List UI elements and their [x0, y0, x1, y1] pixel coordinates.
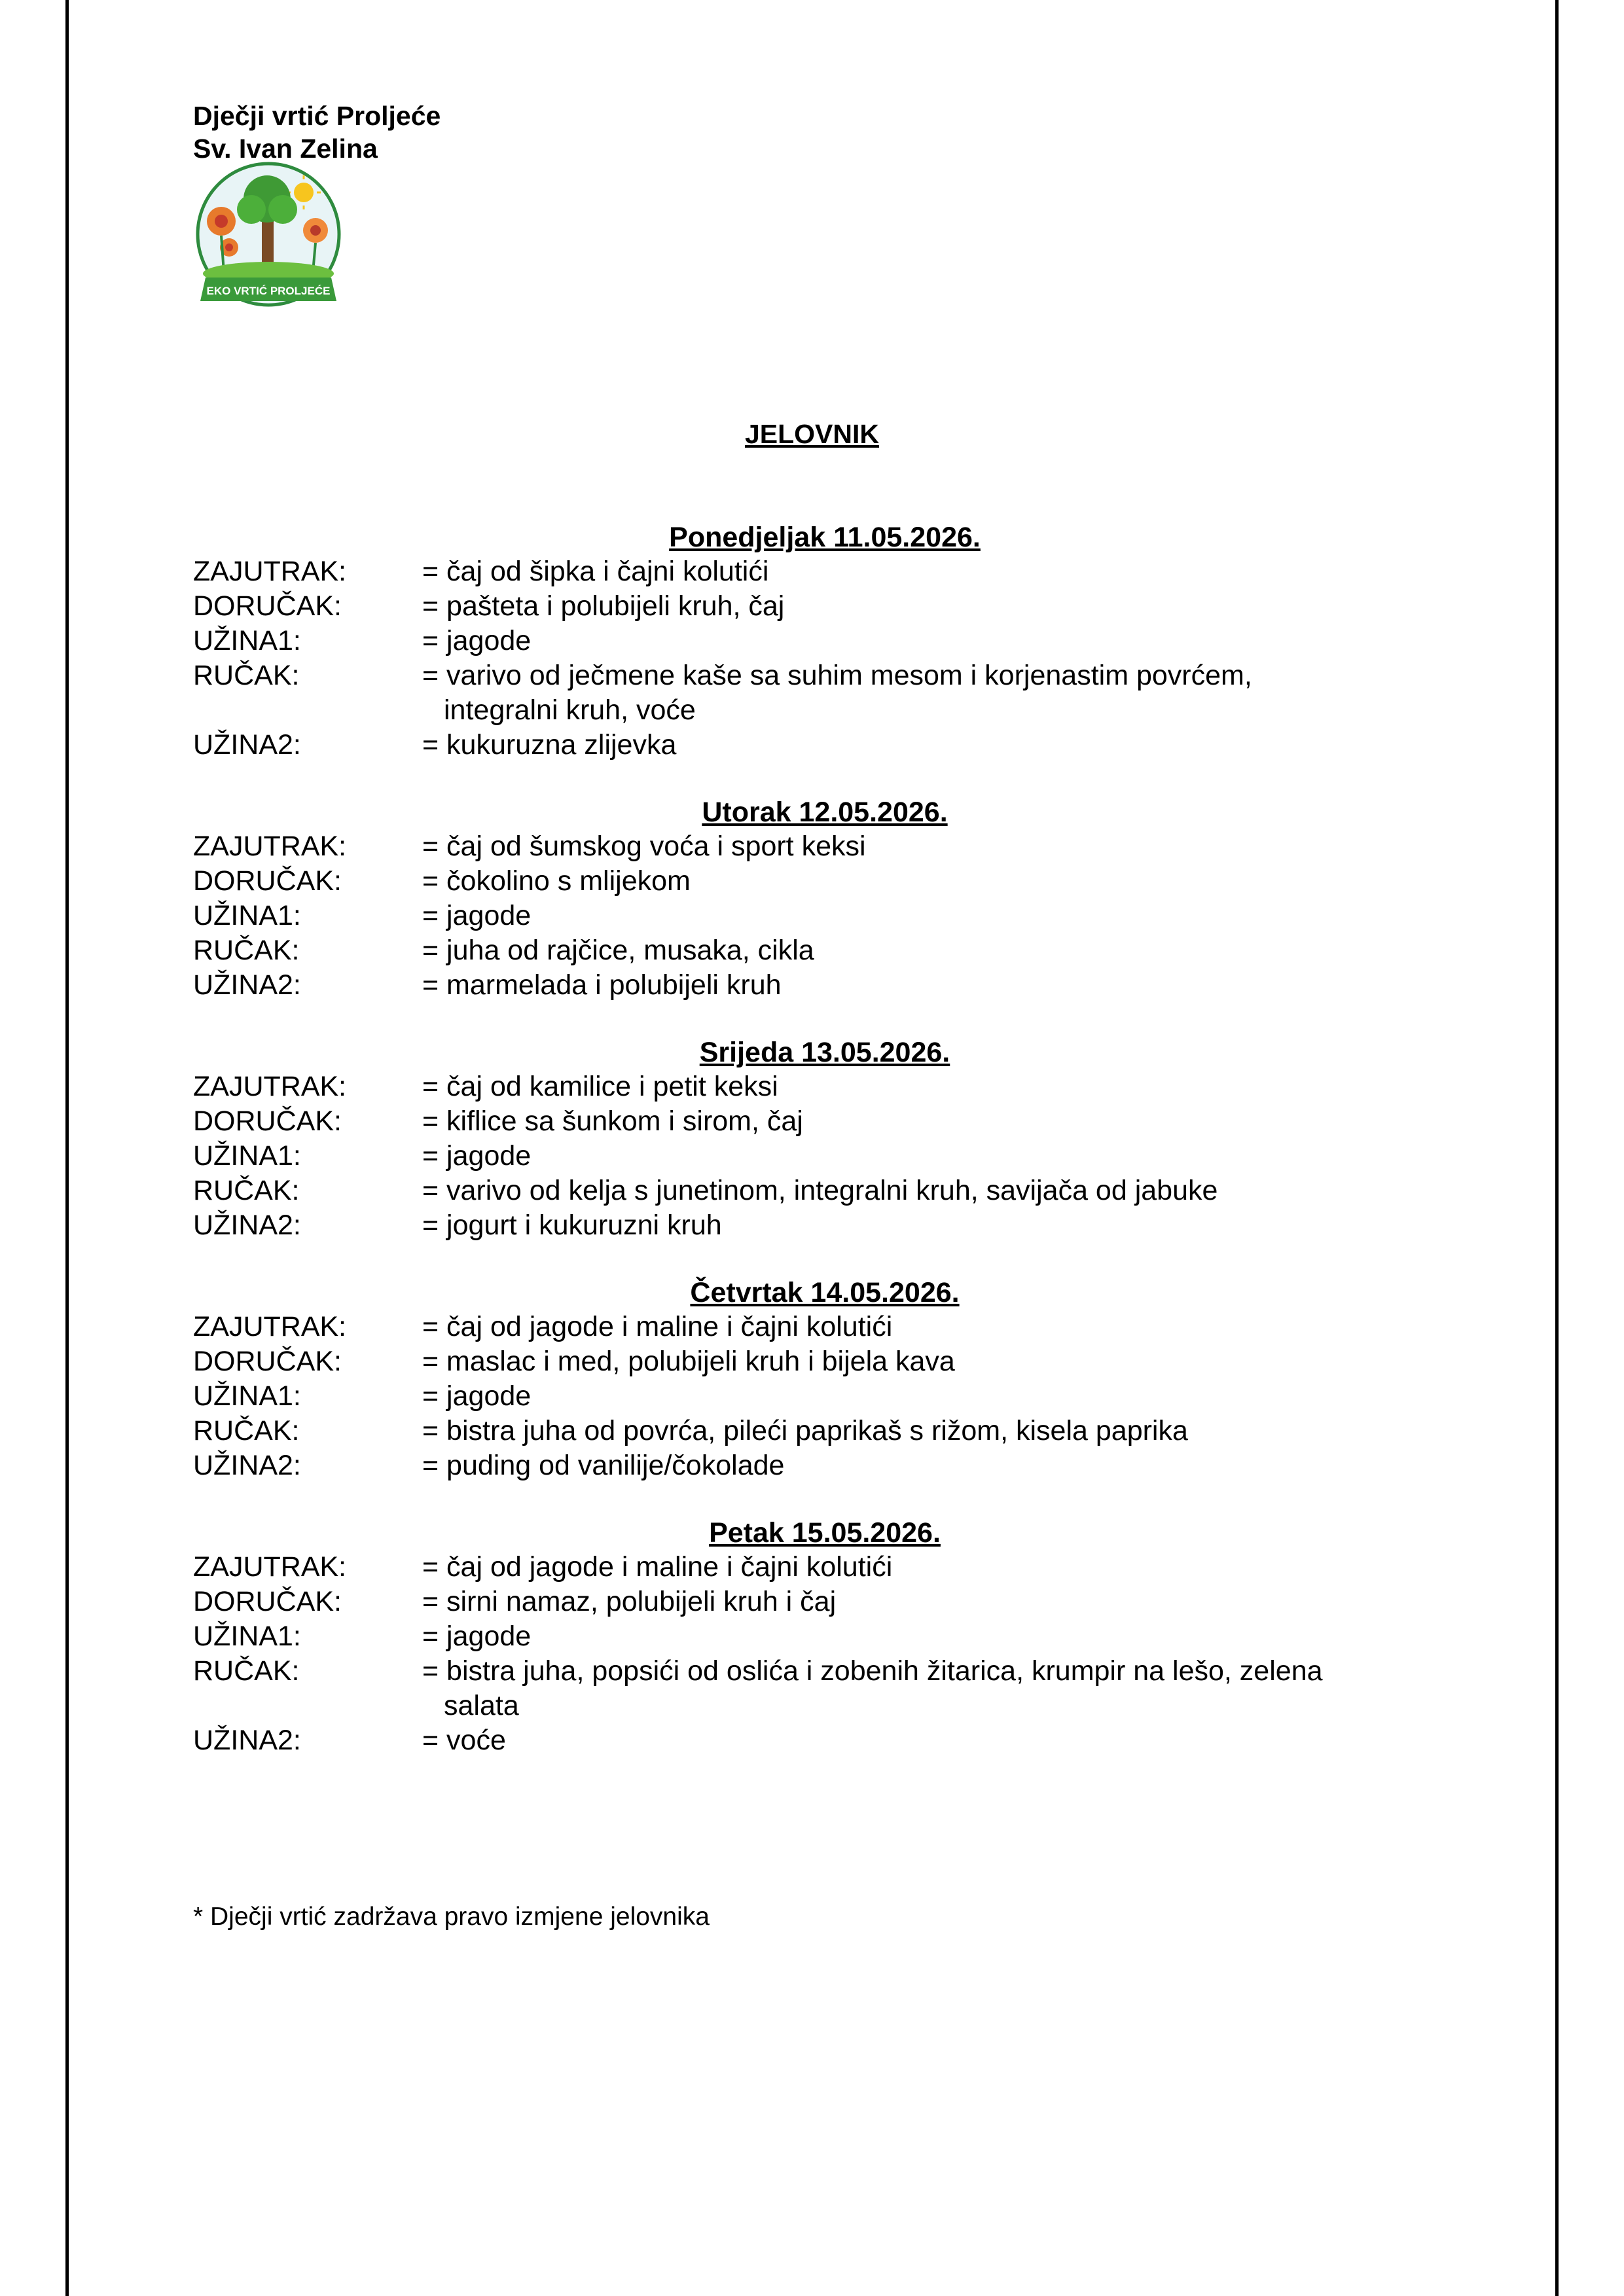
- meal-label: UŽINA2:: [193, 1450, 301, 1481]
- meal-row: [193, 1619, 1437, 1654]
- meal-label: RUČAK:: [193, 1655, 300, 1687]
- meal-row: [193, 829, 1437, 864]
- dish-cell: [422, 1448, 1437, 1483]
- meal-label: ZAJUTRAK:: [193, 556, 347, 587]
- meal-label: DORUČAK:: [193, 1346, 342, 1377]
- meal-row: [193, 589, 1437, 624]
- dish-cell: [422, 589, 1437, 624]
- dish-cell: [422, 1654, 1437, 1723]
- meal-row: [193, 1104, 1437, 1139]
- meal-label: ZAJUTRAK:: [193, 1311, 347, 1342]
- meal-label: DORUČAK:: [193, 865, 342, 897]
- meal-row: [193, 1139, 1437, 1174]
- page-title: JELOVNIK: [744, 419, 880, 449]
- dish-cell: [422, 864, 1437, 899]
- dish-text: = kiflice sa šunkom i sirom, čaj: [422, 1105, 803, 1137]
- dish-text-continued: salata: [444, 1690, 519, 1721]
- meal-label: UŽINA1:: [193, 625, 301, 656]
- meal-row: [193, 864, 1437, 899]
- dish-text: = jagode: [422, 625, 532, 656]
- day-heading: Utorak 12.05.2026.: [702, 797, 948, 828]
- day-heading: Ponedjeljak 11.05.2026.: [669, 522, 981, 553]
- dish-cell: [422, 728, 1437, 762]
- meal-label: UŽINA1:: [193, 1140, 301, 1172]
- dish-text: = maslac i med, polubijeli kruh i bijela kava: [422, 1346, 955, 1377]
- meal-label: RUČAK:: [193, 935, 300, 966]
- dish-text: = kukuruzna zlijevka: [422, 729, 677, 761]
- menu-day: [193, 520, 1437, 762]
- meal-row: [193, 1174, 1437, 1208]
- menu-day: [193, 1035, 1437, 1243]
- dish-text: = marmelada i polubijeli kruh: [422, 969, 782, 1001]
- meal-row: [193, 1344, 1437, 1379]
- dish-cell: [422, 554, 1437, 589]
- meal-row: [193, 1208, 1437, 1243]
- dish-cell: [422, 624, 1437, 658]
- dish-text: = čaj od kamilice i petit keksi: [422, 1071, 778, 1102]
- meal-label: RUČAK:: [193, 1415, 300, 1446]
- dish-text: = varivo od ječmene kaše sa suhim mesom i korjenastim povrćem,: [422, 660, 1252, 691]
- dish-cell: [422, 933, 1437, 968]
- meal-row: [193, 1654, 1437, 1723]
- meal-row: [193, 1585, 1437, 1619]
- menu-day: [193, 1276, 1437, 1483]
- dish-cell: [422, 1619, 1437, 1654]
- dish-text: = čaj od jagode i maline i čajni kolutići: [422, 1551, 893, 1583]
- dish-text: = bistra juha od povrća, pileći paprikaš s rižom, kisela paprika: [422, 1415, 1188, 1446]
- dish-cell: [422, 1723, 1437, 1758]
- meal-label: RUČAK:: [193, 660, 300, 691]
- organization-header: [193, 99, 441, 165]
- page-border-left: [65, 0, 69, 2296]
- meal-label: ZAJUTRAK:: [193, 831, 347, 862]
- meal-label: UŽINA2:: [193, 1210, 301, 1241]
- meal-label: UŽINA1:: [193, 1621, 301, 1652]
- org-name: Dječji vrtić Proljeće: [193, 101, 441, 131]
- dish-cell: [422, 1379, 1437, 1414]
- day-heading: Petak 15.05.2026.: [709, 1517, 941, 1549]
- meal-row: [193, 1550, 1437, 1585]
- page-border-right: [1555, 0, 1559, 2296]
- dish-text: = voće: [422, 1725, 506, 1756]
- dish-text: = sirni namaz, polubijeli kruh i čaj: [422, 1586, 837, 1617]
- dish-cell: [422, 1344, 1437, 1379]
- day-heading: Srijeda 13.05.2026.: [699, 1037, 950, 1068]
- meal-label: UŽINA1:: [193, 1380, 301, 1412]
- meal-row: [193, 1379, 1437, 1414]
- meal-label: UŽINA2:: [193, 1725, 301, 1756]
- dish-text: = jagode: [422, 900, 532, 931]
- footnote: * Dječji vrtić zadržava pravo izmjene jelovnika: [193, 1903, 710, 1931]
- meal-label: ZAJUTRAK:: [193, 1551, 347, 1583]
- dish-cell: [422, 1139, 1437, 1174]
- dish-cell: [422, 1585, 1437, 1619]
- dish-cell: [422, 1208, 1437, 1243]
- meal-row: [193, 1069, 1437, 1104]
- meal-row: [193, 1723, 1437, 1758]
- dish-cell: [422, 968, 1437, 1003]
- meal-row: [193, 658, 1437, 728]
- dish-text: = pašteta i polubijeli kruh, čaj: [422, 590, 785, 622]
- meal-row: [193, 728, 1437, 762]
- meal-row: [193, 1310, 1437, 1344]
- menu-day: [193, 1516, 1437, 1758]
- logo-text: EKO VRTIĆ PROLJEĆE: [206, 285, 331, 297]
- dish-text: = juha od rajčice, musaka, cikla: [422, 935, 814, 966]
- dish-text: = jogurt i kukuruzni kruh: [422, 1210, 722, 1241]
- dish-cell: [422, 829, 1437, 864]
- meal-row: [193, 899, 1437, 933]
- dish-text: = varivo od kelja s junetinom, integralni kruh, savijača od jabuke: [422, 1175, 1218, 1206]
- menu-day: [193, 795, 1437, 1003]
- meal-row: [193, 1448, 1437, 1483]
- dish-text: = čaj od jagode i maline i čajni kolutići: [422, 1311, 893, 1342]
- meal-row: [193, 1414, 1437, 1448]
- meal-label: DORUČAK:: [193, 1586, 342, 1617]
- org-place: Sv. Ivan Zelina: [193, 134, 378, 164]
- dish-cell: [422, 1069, 1437, 1104]
- meal-row: [193, 933, 1437, 968]
- dish-cell: [422, 1310, 1437, 1344]
- dish-cell: [422, 1414, 1437, 1448]
- dish-text: = jagode: [422, 1380, 532, 1412]
- meal-label: DORUČAK:: [193, 1105, 342, 1137]
- meal-label: RUČAK:: [193, 1175, 300, 1206]
- dish-cell: [422, 899, 1437, 933]
- dish-text: = čokolino s mlijekom: [422, 865, 691, 897]
- kindergarten-logo: [191, 161, 346, 315]
- dish-cell: [422, 658, 1437, 728]
- meal-label: UŽINA1:: [193, 900, 301, 931]
- dish-cell: [422, 1550, 1437, 1585]
- dish-text: = čaj od šipka i čajni kolutići: [422, 556, 769, 587]
- meal-label: UŽINA2:: [193, 729, 301, 761]
- dish-text: = čaj od šumskog voća i sport keksi: [422, 831, 866, 862]
- meal-label: UŽINA2:: [193, 969, 301, 1001]
- meal-label: ZAJUTRAK:: [193, 1071, 347, 1102]
- meal-label: DORUČAK:: [193, 590, 342, 622]
- dish-text-continued: integralni kruh, voće: [444, 694, 696, 726]
- meal-row: [193, 624, 1437, 658]
- dish-text: = puding od vanilije/čokolade: [422, 1450, 785, 1481]
- dish-cell: [422, 1104, 1437, 1139]
- menu-days: [193, 520, 1437, 1791]
- dish-text: = bistra juha, popsići od oslića i zobenih žitarica, krumpir na lešo, zelena: [422, 1655, 1323, 1687]
- dish-text: = jagode: [422, 1621, 532, 1652]
- meal-row: [193, 554, 1437, 589]
- dish-text: = jagode: [422, 1140, 532, 1172]
- dish-cell: [422, 1174, 1437, 1208]
- day-heading: Četvrtak 14.05.2026.: [690, 1277, 960, 1308]
- meal-row: [193, 968, 1437, 1003]
